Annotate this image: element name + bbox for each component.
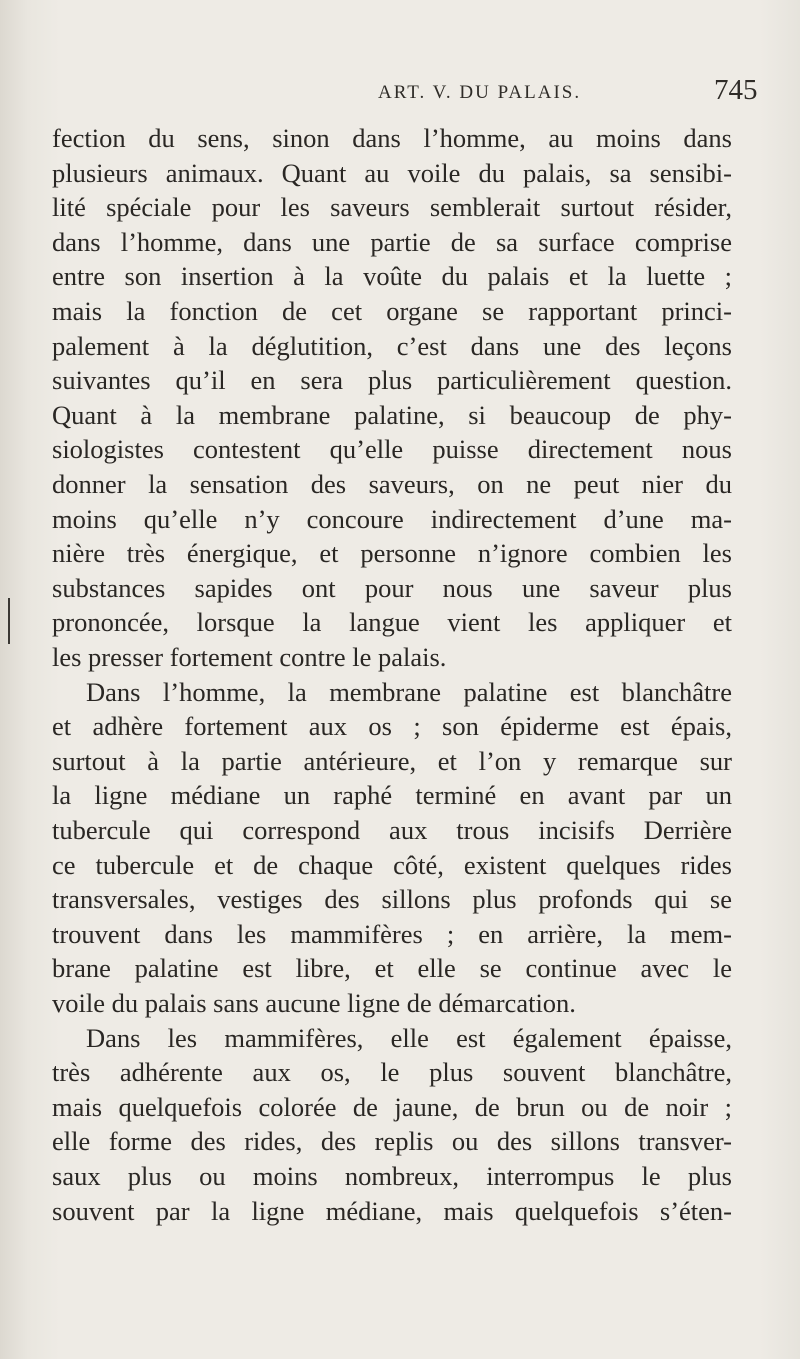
text-line: ce tubercule et de chaque côté, existent quelques rides xyxy=(52,849,732,880)
text-line: lité spéciale pour les saveurs semblerait surtout résider, xyxy=(52,192,732,223)
text-line: Quant à la membrane palatine, si beaucoup de phy- xyxy=(52,399,732,430)
text-line: entre son insertion à la voûte du palais et la luette ; xyxy=(52,261,732,292)
running-title: ART. V. DU PALAIS. xyxy=(378,82,582,103)
running-head xyxy=(0,74,800,112)
text-line: la ligne médiane un raphé terminé en avant par un xyxy=(52,780,732,811)
text-line: fection du sens, sinon dans l’homme, au moins dans xyxy=(52,123,732,153)
paragraph-start-line: Dans l’homme, la membrane palatine est blanchâtre xyxy=(86,676,732,707)
text-line: surtout à la partie antérieure, et l’on y remarque sur xyxy=(52,745,732,776)
text-line: donner la sensation des saveurs, on ne peut nier du xyxy=(52,469,732,499)
text-line: plusieurs animaux. Quant au voile du palais, sa sensibi- xyxy=(52,157,732,188)
text-line: elle forme des rides, des replis ou des sillons transver- xyxy=(52,1126,732,1157)
text-line: substances sapides ont pour nous une saveur plus xyxy=(52,572,732,603)
text-line: trouvent dans les mammifères ; en arrière, la mem- xyxy=(52,918,732,949)
text-line: très adhérente aux os, le plus souvent blanchâtre, xyxy=(52,1057,732,1088)
text-line: souvent par la ligne médiane, mais quelquefois s’éten- xyxy=(52,1195,732,1226)
text-line: saux plus ou moins nombreux, interrompus le plus xyxy=(52,1161,732,1191)
text-line: mais la fonction de cet organe se rapportant princi- xyxy=(52,296,732,326)
text-line: tubercule qui correspond aux trous incisifs Derrière xyxy=(52,815,732,845)
text-line: nière très énergique, et personne n’ignore combien les xyxy=(52,538,732,569)
page-number: 745 xyxy=(714,74,758,106)
paragraph-start-line: Dans les mammifères, elle est également épaisse, xyxy=(86,1022,732,1053)
text-line: brane palatine est libre, et elle se continue avec le xyxy=(52,953,732,984)
text-line: moins qu’elle n’y concoure indirectement d’une ma- xyxy=(52,503,732,534)
text-line: palement à la déglutition, c’est dans une des leçons xyxy=(52,330,732,361)
paragraph-end-line: les presser fortement contre le palais. xyxy=(52,642,447,672)
text-line: suivantes qu’il en sera plus particulièrement question. xyxy=(52,365,732,396)
paragraph-end-line: voile du palais sans aucune ligne de démarcation. xyxy=(52,988,576,1018)
text-line: mais quelquefois colorée de jaune, de brun ou de noir ; xyxy=(52,1091,732,1122)
text-line: dans l’homme, dans une partie de sa surface comprise xyxy=(52,226,732,257)
text-line: transversales, vestiges des sillons plus profonds qui se xyxy=(52,884,732,915)
text-line: et adhère fortement aux os ; son épiderme est épais, xyxy=(52,711,732,742)
text-line: siologistes contestent qu’elle puisse directement nous xyxy=(52,434,732,465)
text-line: prononcée, lorsque la langue vient les appliquer et xyxy=(52,607,732,638)
margin-mark xyxy=(8,598,10,644)
